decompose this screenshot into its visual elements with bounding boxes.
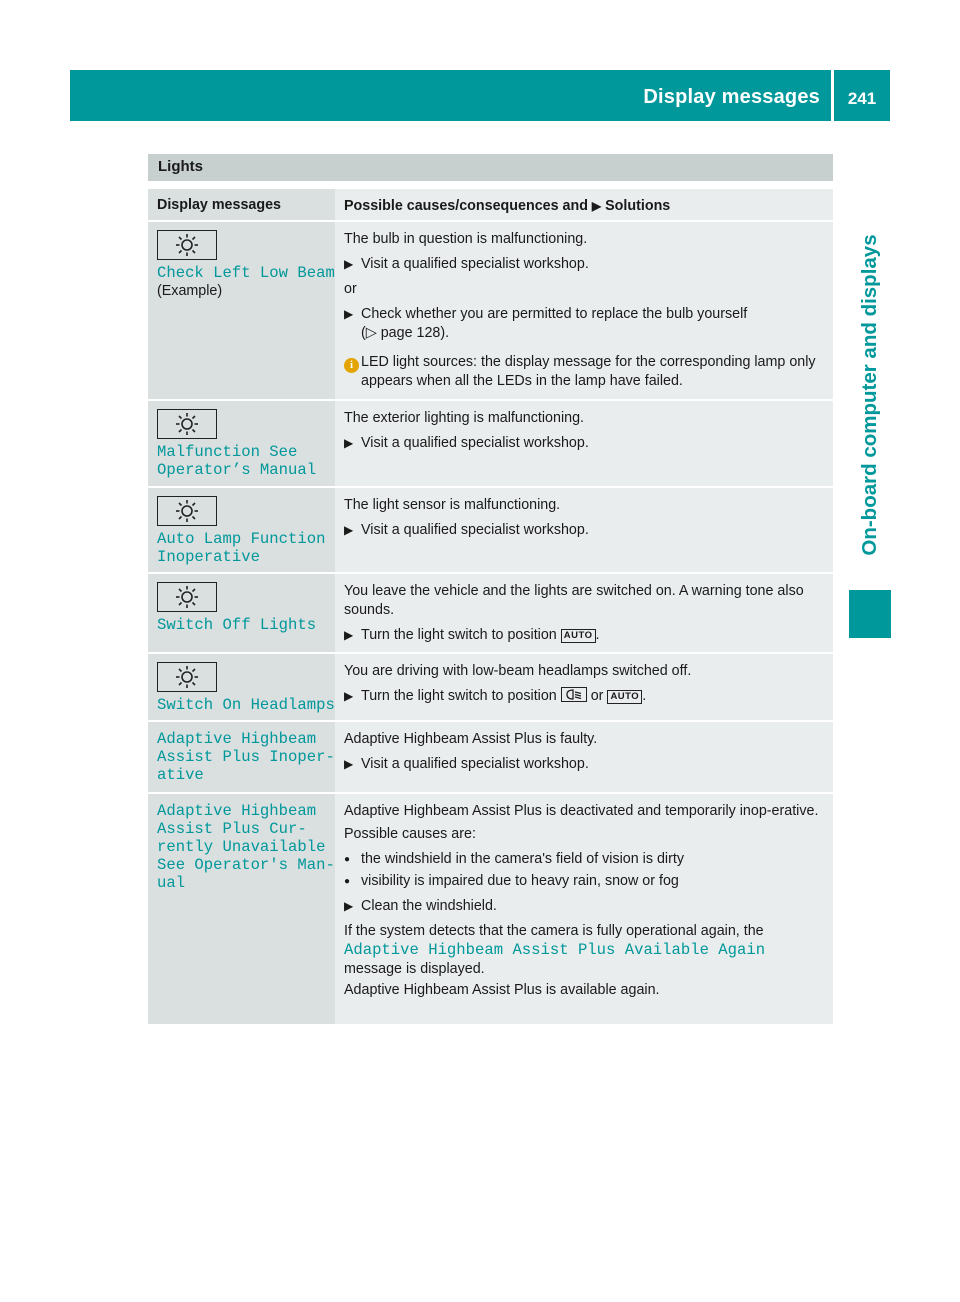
- message-cell: [148, 222, 335, 399]
- step-text: Clean the windshield.: [361, 898, 497, 914]
- bulb-warning-icon: [174, 585, 200, 609]
- step-text-end: .: [595, 627, 600, 643]
- auto-light-icon: AUTO: [607, 690, 642, 704]
- page-reference: (▷ page 128).: [361, 325, 450, 341]
- causes-intro: Possible causes are:: [344, 826, 476, 842]
- step-text: Visit a qualified specialist workshop.: [361, 522, 589, 538]
- example-note: (Example): [157, 283, 223, 299]
- resolution-text: [344, 922, 827, 979]
- step-text: Visit a qualified specialist workshop.: [361, 435, 589, 451]
- bullet-icon: ●: [344, 854, 351, 865]
- arrow-icon: ▶: [344, 523, 354, 537]
- display-message: Auto Lamp Function Inoperative: [157, 530, 326, 566]
- page-number: 241: [847, 89, 877, 108]
- cause-text: Adaptive Highbeam Assist Plus is faulty.: [344, 731, 598, 747]
- arrow-icon: ▶: [344, 628, 354, 642]
- lamp-icon: [157, 496, 217, 526]
- solution-cell: [335, 488, 833, 572]
- action-step: [344, 305, 827, 343]
- table-row: [148, 574, 833, 654]
- action-step: [344, 255, 827, 274]
- display-message: Check Left Low Beam: [157, 264, 335, 282]
- bullet-icon: ●: [344, 876, 351, 887]
- action-step: [344, 434, 827, 453]
- action-step: [344, 755, 827, 774]
- column-header-text-end: Solutions: [601, 198, 671, 214]
- arrow-icon: ▶: [344, 257, 354, 271]
- column-header-solutions: [335, 189, 833, 220]
- low-beam-icon: [561, 687, 587, 702]
- column-header-display-messages: Display messages: [148, 189, 335, 220]
- cause-text: The exterior lighting is malfunctioning.: [344, 410, 584, 426]
- solution-cell: [335, 222, 833, 399]
- bulb-warning-icon: [174, 499, 200, 523]
- available-text: Adaptive Highbeam Assist Plus is available again.: [344, 982, 660, 998]
- solution-cell: [335, 794, 833, 1024]
- step-text: [361, 626, 599, 645]
- lamp-icon: [157, 662, 217, 692]
- cause-bullet: [344, 850, 827, 869]
- action-step: [344, 626, 827, 645]
- message-cell: [148, 794, 335, 1024]
- step-text: [361, 687, 646, 706]
- display-message: Switch On Headlamps: [157, 696, 335, 714]
- display-message-inline: Adaptive Highbeam Assist Plus Available Again: [344, 941, 766, 959]
- step-text: Visit a qualified specialist workshop.: [361, 756, 589, 772]
- arrow-icon: ▶: [591, 199, 602, 213]
- arrow-icon: ▶: [344, 436, 354, 450]
- step-text-end: .: [642, 688, 647, 704]
- step-text-main: Check whether you are permitted to replace the bulb yourself: [361, 306, 748, 322]
- table-header-row: [148, 189, 833, 222]
- table-row: [148, 722, 833, 794]
- side-tab-marker: [849, 590, 891, 638]
- action-step: [344, 687, 827, 706]
- message-cell: [148, 488, 335, 572]
- bulb-warning-icon: [174, 412, 200, 436]
- resolution-text-main: If the system detects that the camera is fully operational again, the: [344, 923, 764, 939]
- info-text: LED light sources: the display message for the corresponding lamp only appears when all the LEDs in the lamp have failed.: [361, 354, 816, 389]
- table-row: [148, 222, 833, 401]
- cause-text: You leave the vehicle and the lights are switched on. A warning tone also sounds.: [344, 583, 804, 618]
- solution-cell: [335, 401, 833, 486]
- message-cell: [148, 401, 335, 486]
- display-messages-table: [148, 189, 833, 1026]
- column-header-text: Possible causes/consequences and: [344, 198, 592, 214]
- message-cell: [148, 574, 335, 652]
- resolution-text-end: message is displayed.: [344, 961, 485, 977]
- display-message: Adaptive Highbeam Assist Plus Inoper‐ ative: [157, 730, 335, 784]
- display-message: Malfunction See Operator’s Manual: [157, 443, 317, 479]
- table-row: [148, 654, 833, 722]
- arrow-icon: ▶: [344, 757, 354, 771]
- cause-text: The light sensor is malfunctioning.: [344, 497, 561, 513]
- step-text-main: Turn the light switch to position: [361, 627, 557, 643]
- info-icon: i: [344, 358, 359, 373]
- bulb-warning-icon: [174, 665, 200, 689]
- section-title: Lights: [148, 154, 833, 181]
- step-text: [361, 305, 747, 343]
- arrow-icon: ▶: [344, 689, 354, 703]
- cause-text: Adaptive Highbeam Assist Plus is deactivated and temporarily inop‐erative.: [344, 803, 819, 819]
- info-icon-wrap: [344, 353, 361, 391]
- bulb-warning-icon: [174, 233, 200, 257]
- table-row: [148, 794, 833, 1026]
- table-row: [148, 488, 833, 574]
- message-cell: [148, 722, 335, 792]
- or-text: or: [344, 281, 357, 297]
- cause-text: The bulb in question is malfunctioning.: [344, 231, 588, 247]
- or-text: or: [590, 688, 604, 704]
- display-message: Adaptive Highbeam Assist Plus Cur‐ rently Unavailable See Operator's Man‐ ual: [157, 802, 335, 892]
- bullet-text: the windshield in the camera's field of vision is dirty: [361, 851, 684, 867]
- auto-light-icon: AUTO: [561, 629, 596, 643]
- solution-cell: [335, 574, 833, 652]
- message-cell: [148, 654, 335, 720]
- solution-cell: [335, 722, 833, 792]
- lamp-icon: [157, 409, 217, 439]
- side-tab-label: On-board computer and displays: [858, 234, 881, 556]
- step-text-main: Turn the light switch to position: [361, 688, 557, 704]
- lamp-icon: [157, 230, 217, 260]
- arrow-icon: ▶: [344, 307, 354, 321]
- table-row: [148, 401, 833, 488]
- bullet-text: visibility is impaired due to heavy rain, snow or fog: [361, 873, 679, 889]
- action-step: [344, 521, 827, 540]
- arrow-icon: ▶: [344, 899, 354, 913]
- solution-cell: [335, 654, 833, 720]
- step-text: Visit a qualified specialist workshop.: [361, 256, 589, 272]
- info-note: [344, 353, 827, 391]
- lamp-icon: [157, 582, 217, 612]
- display-message: Switch Off Lights: [157, 616, 317, 634]
- action-step: [344, 897, 827, 916]
- cause-text: You are driving with low-beam headlamps switched off.: [344, 663, 692, 679]
- cause-bullet: [344, 872, 827, 891]
- page-header-title: Display messages: [643, 86, 820, 108]
